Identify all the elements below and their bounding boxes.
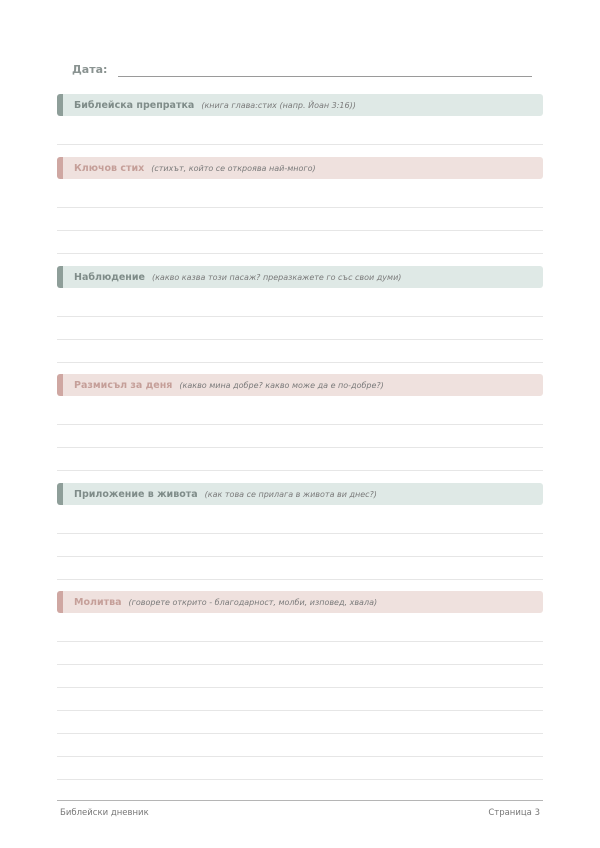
writing-line[interactable]	[57, 448, 543, 471]
writing-line[interactable]	[57, 231, 543, 254]
date-row	[72, 63, 532, 79]
date-input-line[interactable]	[118, 76, 532, 77]
writing-lines[interactable]	[57, 511, 543, 580]
writing-line[interactable]	[57, 665, 543, 688]
writing-lines[interactable]	[57, 619, 543, 780]
section-hint: (говорете открито - благодарност, молби, изповед, хвала)	[128, 597, 378, 607]
writing-line[interactable]	[57, 185, 543, 208]
writing-line[interactable]	[57, 557, 543, 580]
writing-line[interactable]	[57, 294, 543, 317]
section-bible-reference	[57, 94, 543, 145]
writing-lines[interactable]	[57, 294, 543, 363]
date-label: Дата:	[72, 63, 108, 76]
writing-line[interactable]	[57, 711, 543, 734]
writing-line[interactable]	[57, 534, 543, 557]
writing-line[interactable]	[57, 511, 543, 534]
section-title: Приложение в живота	[74, 488, 198, 500]
section-header	[57, 94, 543, 116]
section-key-verse	[57, 157, 543, 254]
writing-line[interactable]	[57, 688, 543, 711]
section-title: Молитва	[74, 596, 122, 608]
writing-line[interactable]	[57, 642, 543, 665]
section-title: Наблюдение	[74, 271, 145, 283]
section-header	[57, 266, 543, 288]
section-header	[57, 483, 543, 505]
section-hint: (как това се прилага в живота ви днес?)	[204, 489, 377, 499]
writing-line[interactable]	[57, 208, 543, 231]
footer-journal-title: Библейски дневник	[60, 808, 149, 818]
writing-line[interactable]	[57, 425, 543, 448]
section-title: Библейска препратка	[74, 99, 195, 111]
writing-line[interactable]	[57, 757, 543, 780]
section-header	[57, 157, 543, 179]
writing-line[interactable]	[57, 340, 543, 363]
writing-line[interactable]	[57, 317, 543, 340]
section-hint: (стихът, който се откроява най-много)	[151, 163, 316, 173]
section-observation	[57, 266, 543, 363]
writing-line[interactable]	[57, 122, 543, 145]
section-hint: (книга глава:стих (напр. Йоан 3:16))	[201, 100, 356, 110]
writing-lines[interactable]	[57, 402, 543, 471]
section-title: Ключов стих	[74, 162, 145, 174]
section-header	[57, 591, 543, 613]
section-header	[57, 374, 543, 396]
writing-line[interactable]	[57, 619, 543, 642]
footer-page-number: Страница 3	[488, 808, 540, 818]
section-application	[57, 483, 543, 580]
section-hint: (какво мина добре? какво може да е по-добре?)	[179, 380, 384, 390]
section-title: Размисъл за деня	[74, 379, 173, 391]
section-prayer	[57, 591, 543, 780]
writing-line[interactable]	[57, 734, 543, 757]
writing-line[interactable]	[57, 402, 543, 425]
section-hint: (какво казва този пасаж? преразкажете го със свои думи)	[151, 272, 402, 282]
section-reflection	[57, 374, 543, 471]
writing-lines[interactable]	[57, 122, 543, 145]
writing-lines[interactable]	[57, 185, 543, 254]
page-footer	[57, 800, 543, 818]
